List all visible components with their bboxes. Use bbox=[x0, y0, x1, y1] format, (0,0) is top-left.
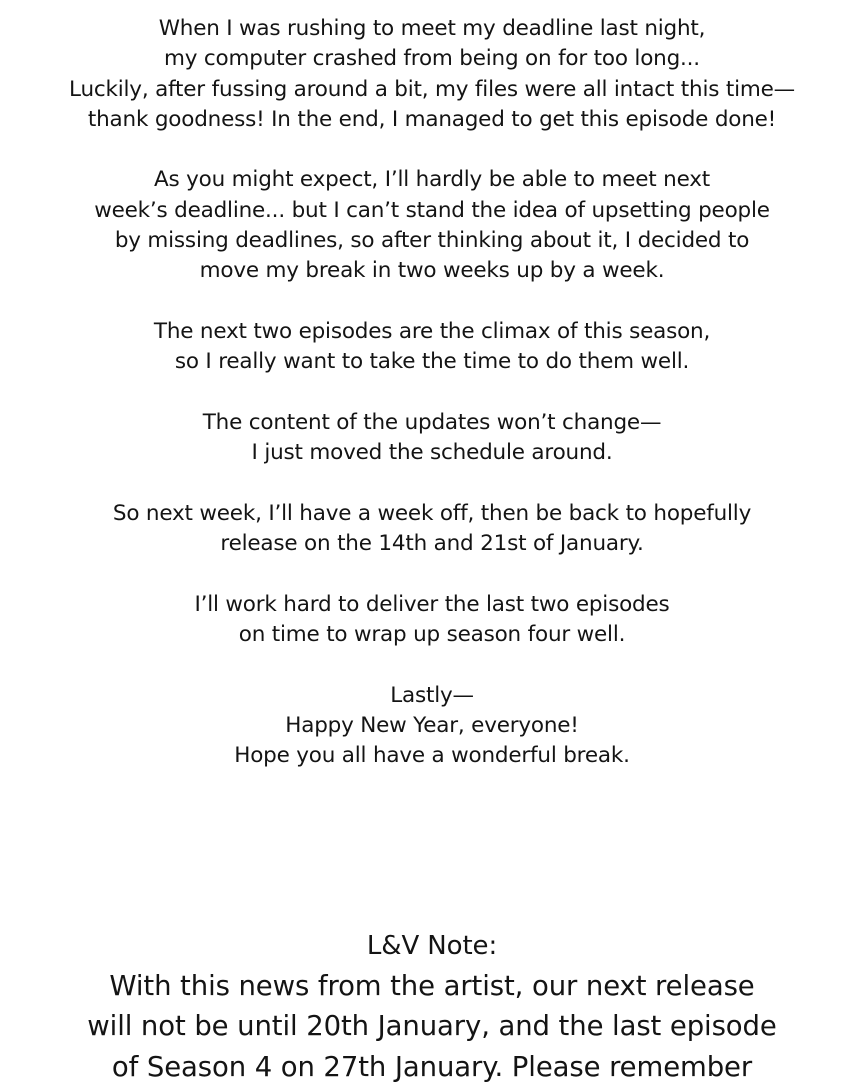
translator-note-heading: L&V Note: bbox=[366, 931, 498, 961]
translator-note bbox=[0, 926, 864, 1087]
text-line: The next two episodes are the climax of this season, bbox=[153, 318, 711, 344]
text-line: on time to wrap up season four well. bbox=[238, 621, 626, 647]
text-line: week’s deadline... but I can’t stand the idea of upsetting people bbox=[94, 197, 770, 223]
text-line: of Season 4 on 27th January. Please remember bbox=[111, 1050, 753, 1083]
text-line: The content of the updates won’t change— bbox=[202, 409, 662, 435]
text-line: Happy New Year, everyone! bbox=[285, 712, 579, 738]
text-line: my computer crashed from being on for too long... bbox=[164, 46, 700, 72]
paragraph-new-year bbox=[0, 681, 864, 772]
text-line: thank goodness! In the end, I managed to get this episode done! bbox=[87, 106, 777, 132]
paragraph-content-unchanged bbox=[0, 408, 864, 469]
text-line: With this news from the artist, our next release bbox=[109, 970, 755, 1003]
paragraph-schedule bbox=[0, 499, 864, 560]
artist-note bbox=[0, 14, 864, 802]
text-line: by missing deadlines, so after thinking about it, I decided to bbox=[114, 228, 750, 254]
paragraph-deadline-crash bbox=[0, 14, 864, 135]
paragraph-climax bbox=[0, 317, 864, 378]
text-line: When I was rushing to meet my deadline last night, bbox=[158, 16, 706, 41]
text-line: Lastly— bbox=[390, 682, 474, 708]
text-line: Luckily, after fussing around a bit, my files were all intact this time— bbox=[69, 76, 795, 102]
text-line: move my break in two weeks up by a week. bbox=[199, 258, 665, 284]
paragraph-break-moved bbox=[0, 165, 864, 286]
text-line: will not be until 20th January, and the last episode bbox=[87, 1010, 777, 1043]
paragraph-work-hard bbox=[0, 590, 864, 651]
text-line: so I really want to take the time to do them well. bbox=[174, 349, 690, 375]
text-line: So next week, I’ll have a week off, then be back to hopefully bbox=[112, 500, 752, 526]
text-line: I just moved the schedule around. bbox=[251, 440, 613, 466]
text-line: release on the 14th and 21st of January. bbox=[220, 531, 644, 557]
text-line: I’ll work hard to deliver the last two episodes bbox=[194, 591, 670, 617]
text-line: As you might expect, I’ll hardly be able to meet next bbox=[154, 167, 710, 193]
text-line: Hope you all have a wonderful break. bbox=[234, 743, 630, 769]
